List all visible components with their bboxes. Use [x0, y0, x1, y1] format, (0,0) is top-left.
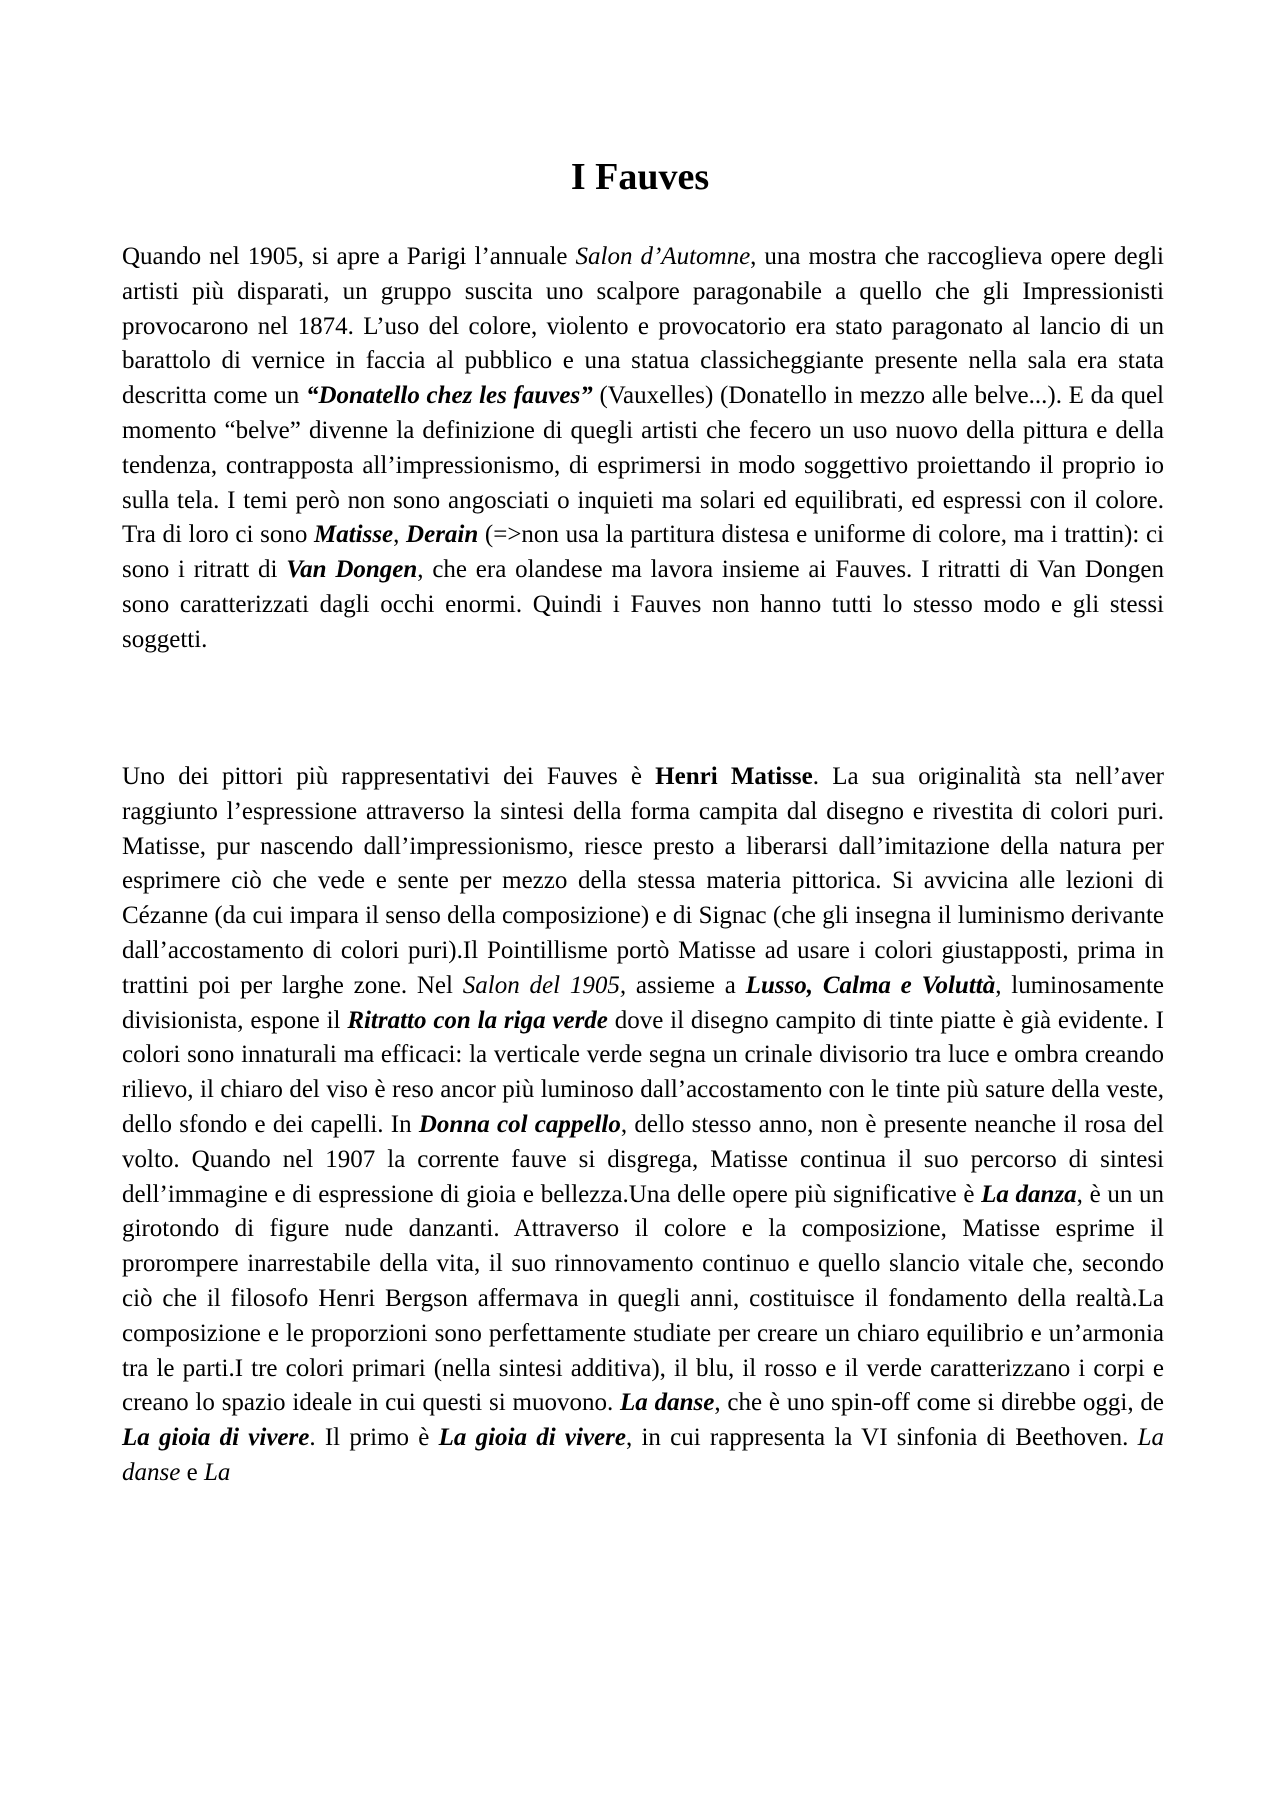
bold-text: Henri Matisse [655, 763, 813, 790]
text-run: , dello stesso anno, non è presente neanche il rosa del volto. Quando nel 1907 la corrente fauve si disgrega, Matisse continua il suo percorso di sintesi dell’immagine e di espressione di gioia e bellezza.Una delle opere più significative è [122, 1110, 1164, 1208]
text-run: (=>non usa la partitura distesa e uniforme di colore, ma i trattin): ci sono i ritratt di [122, 521, 1165, 584]
text-run: , che era olandese ma lavora insieme ai Fauves. I ritratti di Van Dongen sono caratterizzati dagli occhi enormi. Quindi i Fauves non hanno tutti lo stesso modo e gli stessi soggetti. [122, 556, 1164, 653]
text-run: Uno dei pittori più rappresentativi dei Fauves è [122, 763, 656, 790]
page-title: I Fauves [570, 156, 710, 198]
bold-italic-text: La gioia di vivere [122, 1424, 310, 1452]
bold-italic-text: Van Dongen [286, 556, 418, 584]
text-run: , una mostra che raccoglieva opere degli artisti più disparati, un gruppo suscita uno scalpore paragonabile a quello che gli Impressionisti provocarono nel 1874. L’uso del colore, violento e provocatorio era stato paragonato al lancio di un barattolo di vernice in faccia al pubblico e una statua classicheggiante presente nella sala era stata descritta come un [122, 243, 1164, 410]
bold-italic-text: Matisse [313, 521, 394, 549]
text-run: , in cui rappresenta la VI sinfonia di Beethoven. [625, 1424, 1138, 1452]
italic-text: Salon del 1905, [462, 971, 627, 999]
italic-text: La [203, 1458, 231, 1486]
paragraph-matisse [122, 760, 1164, 1491]
text-run: , è un un girotondo di figure nude danzanti. Attraverso il colore e la composizione, Matisse esprime il prorompere inarrestabile della vita, il suo rinnovamento continuo e quello slancio vitale che, secondo ciò che il filosofo Henri Bergson affermava in quegli anni, costituisce il fondamento della realtà.La composizione e le proporzioni sono perfettamente studiate per creare un chiaro equilibrio e un’armonia tra le parti.I tre colori primari (nella sintesi additiva), il blu, il rosso e il verde caratterizzano i corpi e creano lo spazio ideale in cui questi si muovono. [122, 1180, 1164, 1417]
bold-italic-text: Donna col cappello [418, 1110, 621, 1138]
bold-italic-text: “Donatello chez les fauves” [305, 382, 593, 410]
text-run: dove il disegno campito di tinte piatte è già evidente. I colori sono innaturali ma efficaci: la verticale verde segna un crinale divisorio tra luce e ombra creando rilievo, il chiaro del viso è reso ancor più luminoso dall’accostamento con le tinte più sature della veste, dello sfondo e dei capelli. In [122, 1006, 1165, 1138]
italic-text: La danse [122, 1424, 1164, 1486]
italic-text: Salon d’Automne [575, 243, 751, 270]
text-run: . Il primo è [309, 1424, 439, 1452]
bold-italic-text: La danza [981, 1180, 1077, 1208]
text-run: assieme a [626, 971, 746, 999]
bold-italic-text: Derain [406, 521, 479, 549]
bold-italic-text: Ritratto con la riga verde [347, 1006, 608, 1034]
bold-italic-text: La danse [620, 1389, 715, 1417]
text-run: e [180, 1458, 204, 1486]
text-run: . La sua originalità sta nell’aver raggiunto l’espressione attraverso la sintesi della forma campita dal disegno e rivestita di colori puri. Matisse, pur nascendo dall’impressionismo, riesce presto a liberarsi dall’imitazione della natura per esprimere ciò che vede e sente per mezzo della stessa materia pittorica. Si avvicina alle lezioni di Cézanne (da cui impara il senso della composizione) e di Signac (che gli insegna il luminismo derivante dall’accostamento di colori puri).Il Pointillisme portò Matisse ad usare i colori giustapposti, prima in trattini poi per larghe zone. Nel [122, 763, 1164, 999]
text-run: Quando nel 1905, si apre a Parigi l’annuale [122, 243, 576, 270]
bold-italic-text: La gioia di vivere [438, 1424, 626, 1452]
text-run: , [393, 521, 407, 549]
text-run: (Vauxelles) (Donatello in mezzo alle belve...). E da quel momento “belve” divenne la definizione di quegli artisti che fecero un uso nuovo della pittura e della tendenza, contrapposta all’impressionismo, di esprimersi in modo soggettivo proiettando il proprio io sulla tela. I temi però non sono angosciati o inquieti ma solari ed equilibrati, ed espressi con il colore. Tra di loro ci sono [122, 382, 1165, 549]
text-run: , che è uno spin-off come si direbbe oggi, de [714, 1389, 1165, 1417]
paragraph-fauves-intro [122, 240, 1164, 658]
text-run: , luminosamente divisionista, espone il [122, 971, 1164, 1034]
bold-italic-text: Lusso, Calma e Voluttà [745, 971, 996, 999]
